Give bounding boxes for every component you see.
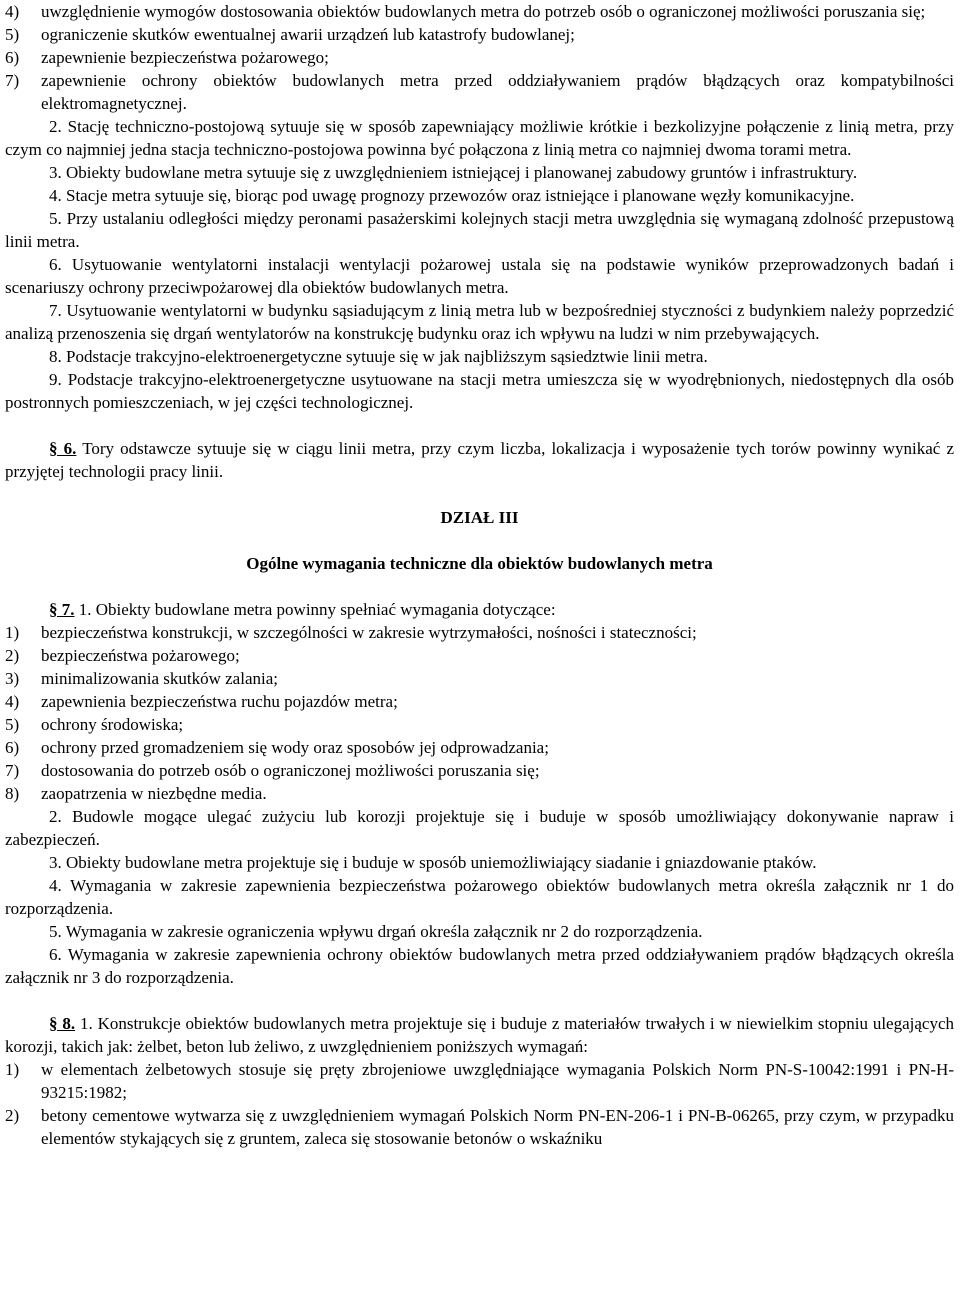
list-text: minimalizowania skutków zalania; <box>41 669 278 688</box>
list-item <box>5 1058 954 1104</box>
list-number: 6) <box>5 738 20 757</box>
paragraph-item: 8. Podstacje trakcyjno-elektroenergetyczne sytuuje się w jak najbliższym sąsiedztwie linii metra. <box>49 347 708 366</box>
spacer <box>5 483 954 506</box>
spacer <box>5 414 954 437</box>
list-text: betony cementowe wytwarza się z uwzględnieniem wymagań Polskich Norm PN-EN-206-1 i PN-B-06265, przy czym, w przypadku elementów stykających się z gruntem, zaleca się stosowanie betonów o wskaźniku <box>41 1106 954 1148</box>
list-text: zapewnienia bezpieczeństwa ruchu pojazdów metra; <box>41 692 398 711</box>
chapter-title: Ogólne wymagania techniczne dla obiektów budowlanych metra <box>246 554 713 573</box>
list-number: 5) <box>5 715 20 734</box>
paragraph-item: 6. Wymagania w zakresie zapewnienia ochrony obiektów budowlanych metra przed oddziaływaniem prądów błądzących określa załącznik nr 3 do rozporządzenia. <box>5 945 954 987</box>
list-number: 7) <box>5 761 20 780</box>
paragraph-item: 2. Budowle mogące ulegać zużyciu lub korozji projektuje się i buduje w sposób umożliwiający dokonywanie napraw i zabezpieczeń. <box>5 807 954 849</box>
section-number: § 6. <box>49 439 77 458</box>
list-text: zaopatrzenia w niezbędne media. <box>41 784 267 803</box>
list-item <box>5 644 954 667</box>
list-item <box>5 621 954 644</box>
paragraph-item: 5. Wymagania w zakresie ograniczenia wpływu drgań określa załącznik nr 2 do rozporządzenia. <box>49 922 703 941</box>
section-text: Tory odstawcze sytuuje się w ciągu linii metra, przy czym liczba, lokalizacja i wyposażenie tych torów powinny wynikać z przyjętej technologii pracy linii. <box>5 439 954 481</box>
list-item <box>5 69 954 115</box>
spacer <box>5 575 954 598</box>
chapter-heading: DZIAŁ III <box>440 508 519 527</box>
section-number: § 8. <box>49 1014 76 1033</box>
paragraph-item: 4. Wymagania w zakresie zapewnienia bezpieczeństwa pożarowego obiektów budowlanych metra określa załącznik nr 1 do rozporządzenia. <box>5 876 954 918</box>
list-item <box>5 713 954 736</box>
spacer <box>5 529 954 552</box>
list-number: 7) <box>5 71 20 90</box>
paragraph-item: 4. Stacje metra sytuuje się, biorąc pod uwagę prognozy przewozów oraz istniejące i planowane węzły komunikacyjne. <box>49 186 855 205</box>
paragraph-item: 3. Obiekty budowlane metra sytuuje się z uwzględnieniem istniejącej i planowanej zabudowy gruntów i infrastruktury. <box>49 163 858 182</box>
list-item <box>5 0 954 23</box>
section-text: 1. Obiekty budowlane metra powinny spełniać wymagania dotyczące: <box>74 600 556 619</box>
list-item <box>5 1104 954 1150</box>
list-number: 6) <box>5 48 20 67</box>
list-number: 4) <box>5 2 20 21</box>
list-text: ochrony przed gromadzeniem się wody oraz sposobów jej odprowadzania; <box>41 738 549 757</box>
paragraph-item: 2. Stację techniczno-postojową sytuuje się w sposób zapewniający możliwie krótkie i bezkolizyjne połączenie z linią metra, przy czym co najmniej jedna stacja techniczno-postojowa powinna być połączona z linią metra co najmniej dwoma torami metra. <box>5 117 954 159</box>
list-text: uwzględnienie wymogów dostosowania obiektów budowlanych metra do potrzeb osób o ograniczonej możliwości poruszania się; <box>41 2 926 21</box>
list-text: bezpieczeństwa konstrukcji, w szczególności w zakresie wytrzymałości, nośności i stateczności; <box>41 623 697 642</box>
list-number: 4) <box>5 692 20 711</box>
list-item <box>5 23 954 46</box>
section-paragraph-8 <box>5 1012 954 1058</box>
list-number: 8) <box>5 784 20 803</box>
list-item <box>5 46 954 69</box>
list-text: bezpieczeństwa pożarowego; <box>41 646 240 665</box>
list-item <box>5 690 954 713</box>
paragraph-item: 9. Podstacje trakcyjno-elektroenergetyczne usytuowane na stacji metra umieszcza się w wyodrębnionych, niedostępnych dla osób postronnych pomieszczeniach, w jej części technologicznej. <box>5 370 954 412</box>
list-item <box>5 667 954 690</box>
paragraph-item: 7. Usytuowanie wentylatorni w budynku sąsiadującym z linią metra lub w bezpośredniej styczności z budynkiem należy poprzedzić analizą przenoszenia się drgań wentylatorów na konstrukcję budynku oraz ich wpływu na ludzi w nim przebywających. <box>5 301 954 343</box>
list-number: 1) <box>5 1060 20 1079</box>
list-text: ochrony środowiska; <box>41 715 184 734</box>
paragraph-item: 5. Przy ustalaniu odległości między peronami pasażerskimi kolejnych stacji metra uwzględnia się wymaganą zdolność przepustową linii metra. <box>5 209 954 251</box>
list-number: 2) <box>5 646 20 665</box>
list-text: zapewnienie ochrony obiektów budowlanych metra przed oddziaływaniem prądów błądzących oraz kompatybilności elektromagnetycznej. <box>41 71 954 113</box>
paragraph-item: 6. Usytuowanie wentylatorni instalacji wentylacji pożarowej ustala się na podstawie wyników przeprowadzonych badań i scenariuszy ochrony przeciwpożarowej dla obiektów budowlanych metra. <box>5 255 954 297</box>
list-text: ograniczenie skutków ewentualnej awarii urządzeń lub katastrofy budowlanej; <box>41 25 575 44</box>
section-number: § 7. <box>49 600 75 619</box>
list-number: 2) <box>5 1106 20 1125</box>
list-number: 3) <box>5 669 20 688</box>
list-number: 1) <box>5 623 20 642</box>
list-text: zapewnienie bezpieczeństwa pożarowego; <box>41 48 329 67</box>
section-paragraph-6 <box>5 437 954 483</box>
paragraph-item: 3. Obiekty budowlane metra projektuje się i buduje w sposób uniemożliwiający siadanie i gniazdowanie ptaków. <box>49 853 817 872</box>
list-item <box>5 782 954 805</box>
list-item <box>5 736 954 759</box>
list-item <box>5 759 954 782</box>
section-paragraph-7 <box>5 598 954 621</box>
list-text: dostosowania do potrzeb osób o ograniczonej możliwości poruszania się; <box>41 761 540 780</box>
spacer <box>5 989 954 1012</box>
section-text: 1. Konstrukcje obiektów budowlanych metra projektuje się i buduje z materiałów trwałych i w niewielkim stopniu ulegających korozji, takich jak: żelbet, beton lub żeliwo, z uwzględnieniem poniższych wymagań: <box>5 1014 955 1056</box>
list-text: w elementach żelbetowych stosuje się pręty zbrojeniowe uwzględniające wymagania Polskich Norm PN-S-10042:1991 i PN-H-93215:1982; <box>41 1060 954 1102</box>
list-number: 5) <box>5 25 20 44</box>
